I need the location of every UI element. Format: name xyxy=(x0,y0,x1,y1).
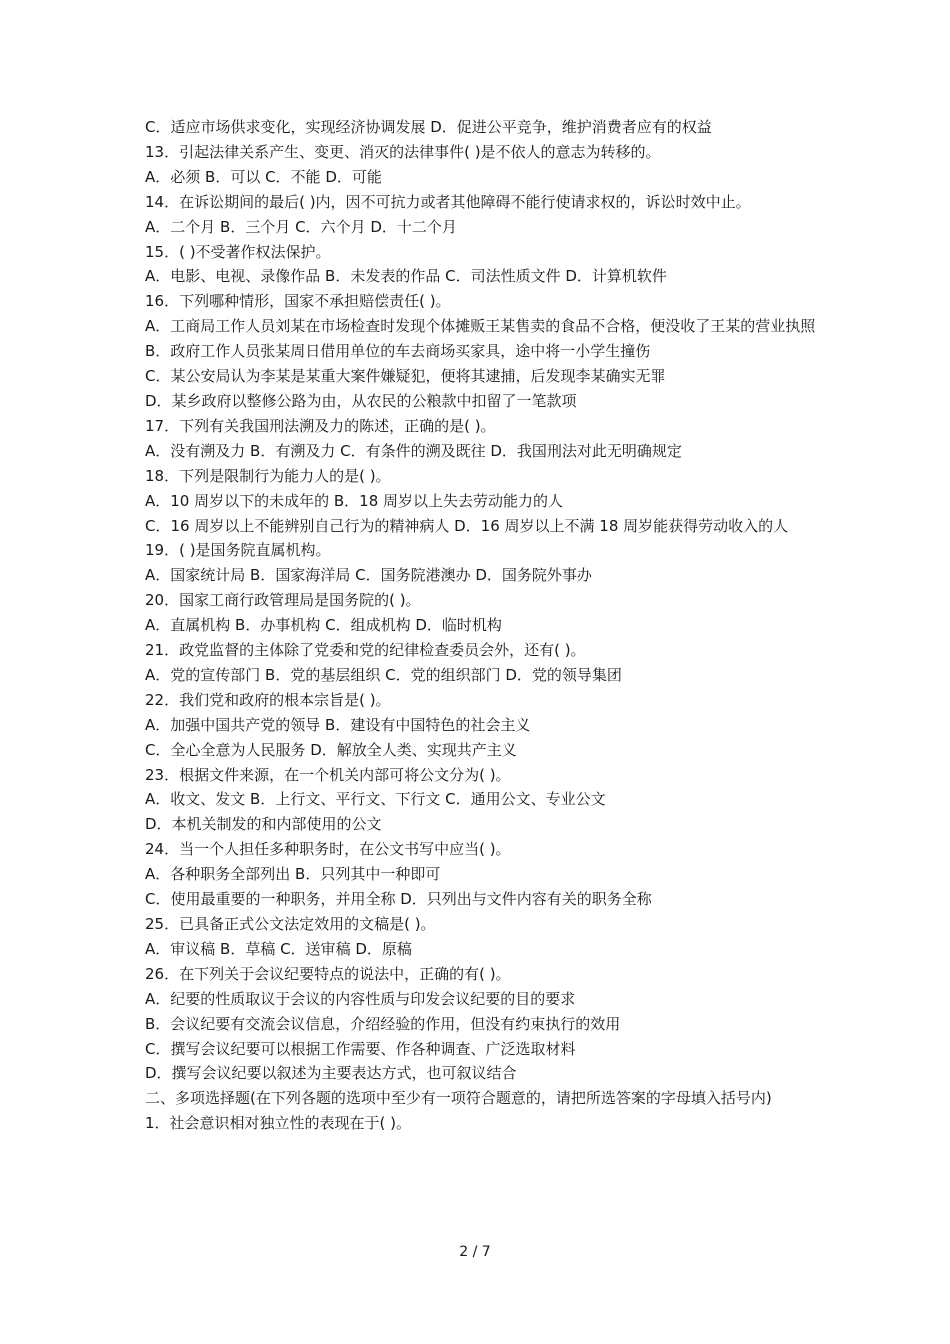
option-26-c: C．撰写会议纪要可以根据工作需要、作各种调查、广泛选取材料 xyxy=(145,1039,576,1058)
options-24-ab: A．各种职务全部列出 B．只列其中一种即可 xyxy=(145,865,441,884)
options-17: A．没有溯及力 B．有溯及力 C．有条件的溯及既往 D．我国刑法对此无明确规定 xyxy=(145,441,682,460)
options-25: A．审议稿 B．草稿 C．送审稿 D．原稿 xyxy=(145,939,412,958)
question-17: 17．下列有关我国刑法溯及力的陈述，正确的是( )。 xyxy=(145,416,496,435)
option-16-d: D．某乡政府以整修公路为由，从农民的公粮款中扣留了一笔款项 xyxy=(145,391,577,410)
section-heading-multiple-choice: 二、多项选择题(在下列各题的选项中至少有一项符合题意的，请把所选答案的字母填入括号内) xyxy=(145,1089,772,1108)
options-23-d: D．本机关制发的和内部使用的公文 xyxy=(145,815,382,834)
options-15: A．电影、电视、录像作品 B．未发表的作品 C．司法性质文件 D．计算机软件 xyxy=(145,267,667,286)
options-18-ab: A．10 周岁以下的未成年的 B．18 周岁以上失去劳动能力的人 xyxy=(145,491,564,510)
question-23: 23．根据文件来源，在一个机关内部可将公文分为( )。 xyxy=(145,765,511,784)
options-13: A．必须 B．可以 C．不能 D．可能 xyxy=(145,167,382,186)
text-line: C．适应市场供求变化，实现经济协调发展 D．促进公平竞争，维护消费者应有的权益 xyxy=(145,118,712,136)
options-22-ab: A．加强中国共产党的领导 B．建设有中国特色的社会主义 xyxy=(145,715,531,734)
question-13: 13．引起法律关系产生、变更、消灭的法律事件( )是不依人的意志为转移的。 xyxy=(145,142,661,161)
question-18: 18．下列是限制行为能力人的是( )。 xyxy=(145,466,391,485)
options-23-abc: A．收文、发文 B．上行文、平行文、下行文 C．通用公文、专业公文 xyxy=(145,790,606,809)
document-body xyxy=(145,115,825,1136)
options-20: A．直属机构 B．办事机构 C．组成机构 D．临时机构 xyxy=(145,616,502,635)
options-22-cd: C．全心全意为人民服务 D．解放全人类、实现共产主义 xyxy=(145,740,517,759)
options-19: A．国家统计局 B．国家海洋局 C．国务院港澳办 D．国务院外事办 xyxy=(145,566,592,585)
page-number: 2 / 7 xyxy=(459,1244,491,1260)
question-14: 14．在诉讼期间的最后( )内，因不可抗力或者其他障碍不能行使请求权的，诉讼时效中止。 xyxy=(145,192,751,211)
question-19: 19．( )是国务院直属机构。 xyxy=(145,541,331,560)
question-multi-1: 1．社会意识相对独立性的表现在于( )。 xyxy=(145,1114,412,1133)
question-26: 26．在下列关于会议纪要特点的说法中，正确的有( )。 xyxy=(145,964,511,983)
options-24-cd: C．使用最重要的一种职务，并用全称 D．只列出与文件内容有关的职务全称 xyxy=(145,890,652,909)
question-15: 15．( )不受著作权法保护。 xyxy=(145,242,331,261)
question-21: 21．政党监督的主体除了党委和党的纪律检查委员会外，还有( )。 xyxy=(145,641,586,660)
options-21: A．党的宣传部门 B．党的基层组织 C．党的组织部门 D．党的领导集团 xyxy=(145,665,622,684)
option-26-a: A．纪要的性质取议于会议的内容性质与印发会议纪要的目的要求 xyxy=(145,989,576,1008)
question-22: 22．我们党和政府的根本宗旨是( )。 xyxy=(145,690,391,709)
question-24: 24．当一个人担任多种职务时，在公文书写中应当( )。 xyxy=(145,840,511,859)
options-14: A．二个月 B．三个月 C．六个月 D．十二个月 xyxy=(145,217,457,236)
option-26-b: B．会议纪要有交流会议信息，介绍经验的作用，但没有约束执行的效用 xyxy=(145,1014,621,1033)
question-20: 20．国家工商行政管理局是国务院的( )。 xyxy=(145,591,421,610)
question-16: 16．下列哪种情形，国家不承担赔偿责任( )。 xyxy=(145,292,451,311)
option-16-b: B．政府工作人员张某周日借用单位的车去商场买家具，途中将一小学生撞伤 xyxy=(145,342,651,361)
option-16-c: C．某公安局认为李某是某重大案件嫌疑犯，便将其逮捕，后发现李某确实无罪 xyxy=(145,367,666,386)
option-16-a: A．工商局工作人员刘某在市场检查时发现个体摊贩王某售卖的食品不合格，便没收了王某的营业执照 xyxy=(145,317,816,336)
option-26-d: D．撰写会议纪要以叙述为主要表达方式，也可叙议结合 xyxy=(145,1064,517,1083)
question-25: 25．已具备正式公文法定效用的文稿是( )。 xyxy=(145,915,436,933)
options-18-cd: C．16 周岁以上不能辨别自己行为的精神病人 D．16 周岁以上不满 18 周岁能获得劳动收入的人 xyxy=(145,516,789,535)
